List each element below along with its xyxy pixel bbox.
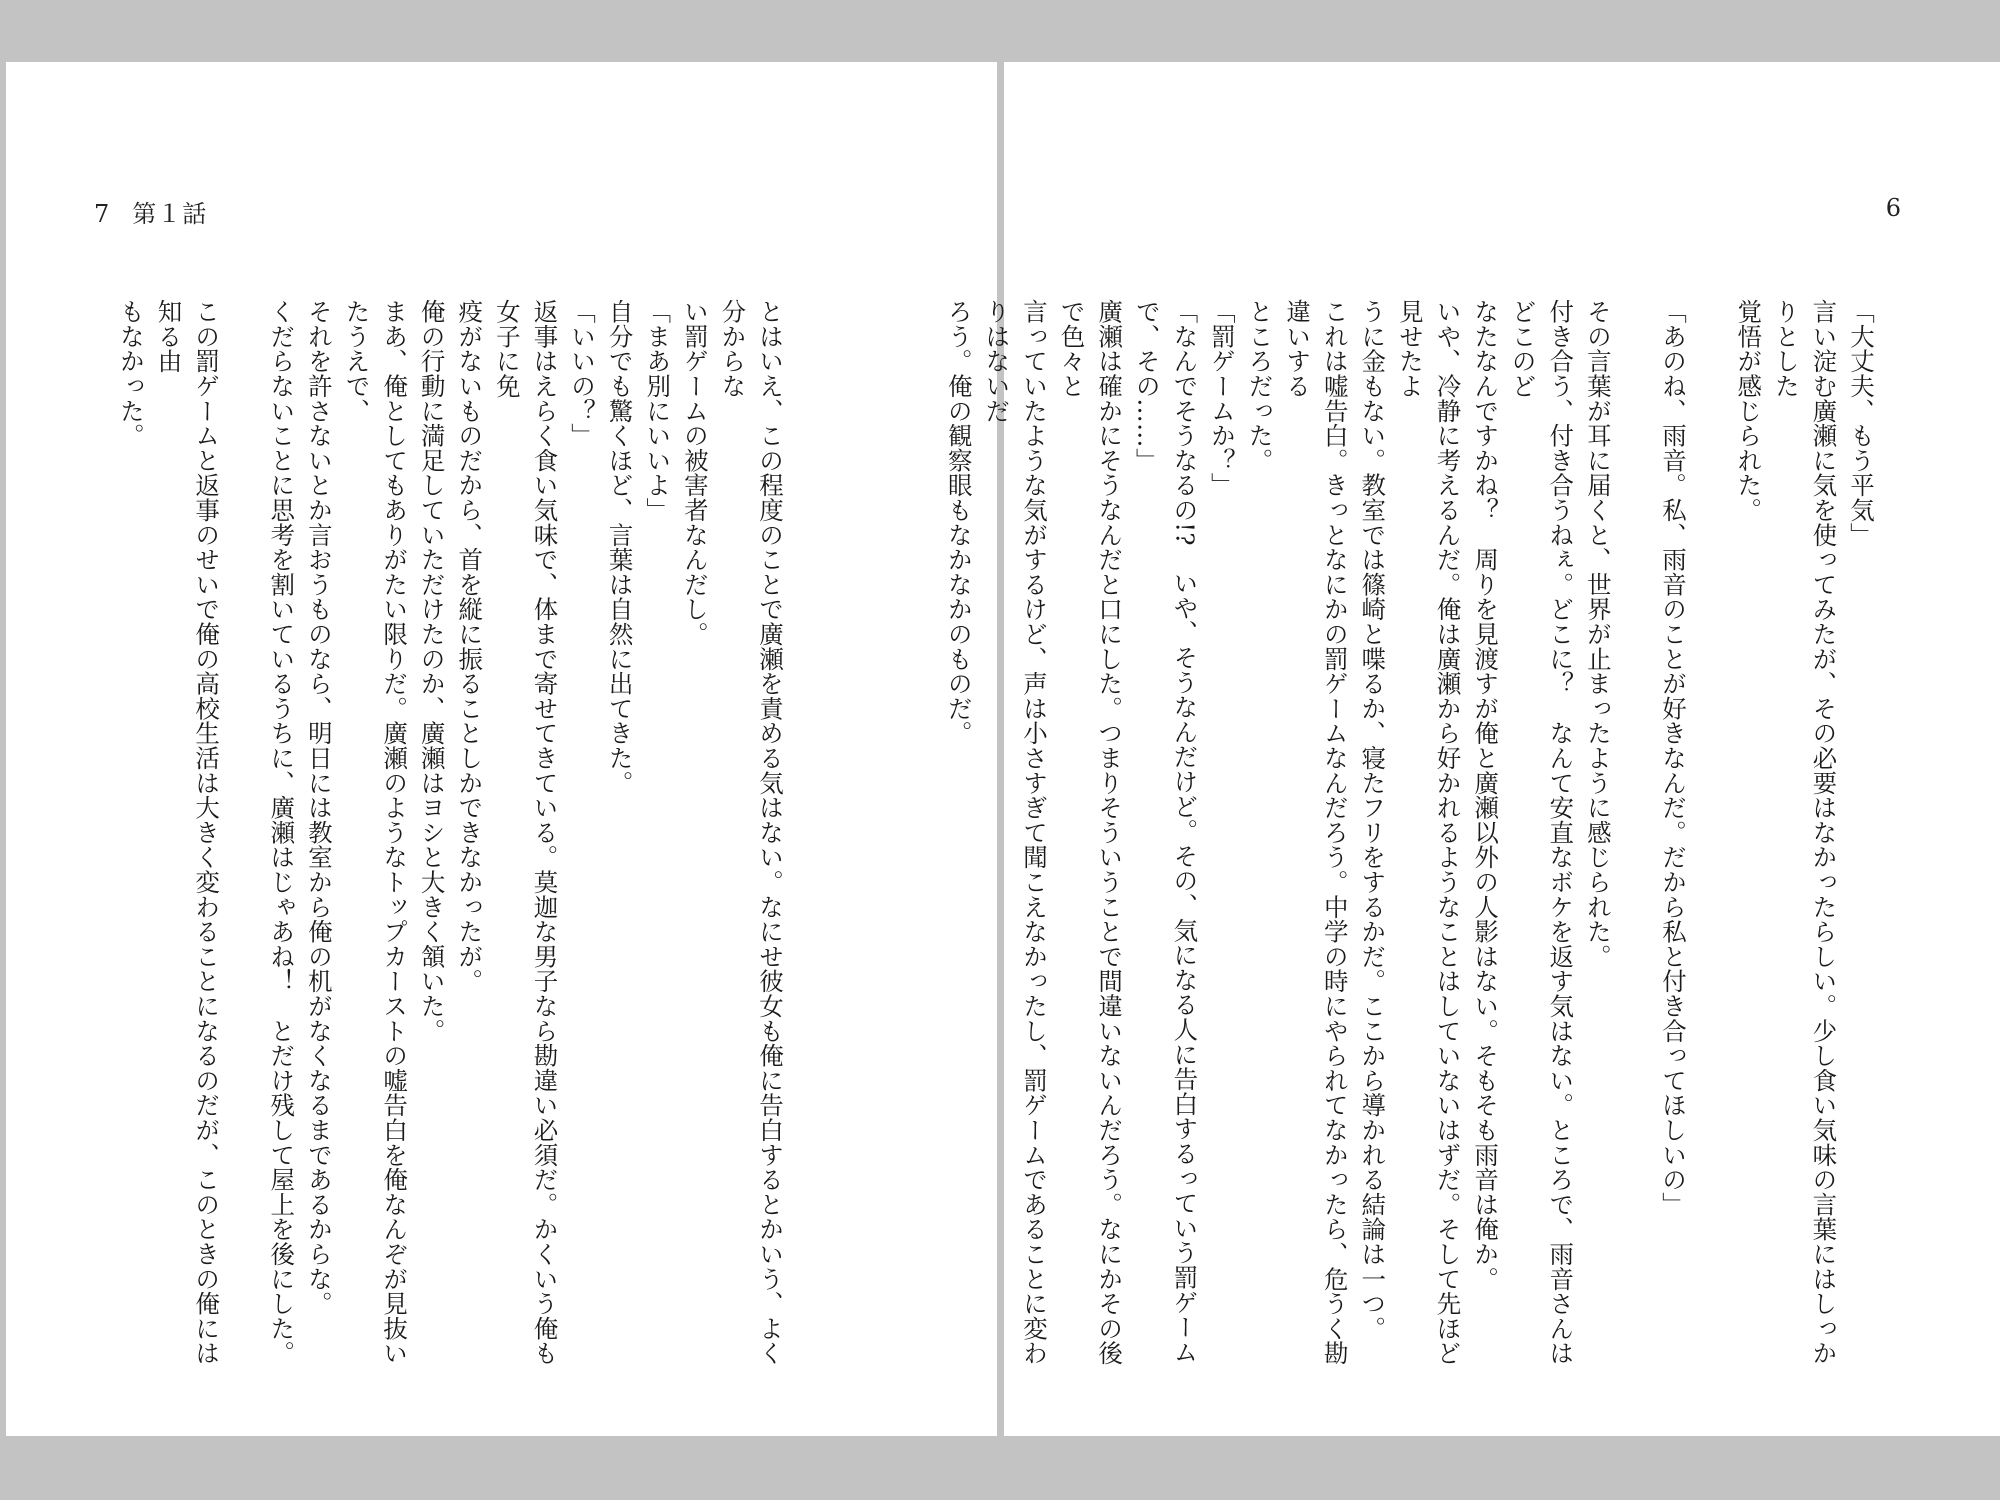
text-line: 「いいの？」	[568, 299, 598, 448]
text-line: 「罰ゲームか？」	[1207, 299, 1237, 498]
text-line: 返事はえらく食い気味で、体まで寄せてきている。莫迦な男子なら勘違い必須だ。かくいう俺も女子に免	[492, 299, 560, 1366]
text-line: 言い淀む廣瀬に気を使ってみたが、その必要はなかったらしい。少し食い気味の言葉にはしっかりとした	[1771, 299, 1839, 1366]
text-line: それを許さないとか言おうものなら、明日には教室から俺の机がなくなるまであるからな。	[304, 299, 334, 1316]
body-text	[944, 299, 1880, 1374]
text-line: 覚悟が感じられた。	[1734, 299, 1764, 523]
text-line: くだらないことに思考を割いているうちに、廣瀬はじゃあね！ とだけ残して屋上を後にした。	[267, 299, 297, 1366]
page-number: 7	[94, 200, 111, 228]
text-line: ところだった。	[1245, 299, 1275, 473]
text-line: ろう。俺の観察眼もなかなかのものだ。	[944, 299, 974, 746]
right-page	[944, 62, 2000, 1436]
text-line: いや、冷静に考えるんだ。俺は廣瀬から好かれるようなことはしていないはずだ。そして先ほど見せたよ	[1395, 299, 1463, 1366]
text-line: 廣瀬は確かにそうなんだと口にした。つまりそういうことで間違いないんだろう。なにかその後で色々と	[1057, 299, 1125, 1366]
text-line: 付き合う、付き合うねぇ。どこに？ なんて安直なボケを返す気はない。ところで、雨音さんはどこのど	[1508, 299, 1576, 1366]
text-line: 「まあ別にいいよ」	[643, 299, 673, 523]
text-line: 自分でも驚くほど、言葉は自然に出てきた。	[605, 299, 635, 795]
page-header	[94, 194, 207, 229]
text-line: うに金もない。教室では篠崎と喋るか、寝たフリをするかだ。ここから導かれる結論は一つ。	[1358, 299, 1388, 1341]
text-line: この罰ゲームと返事のせいで俺の高校生活は大きく変わることになるのだが、このときの俺には知る由	[154, 299, 222, 1366]
text-line: もなかった。	[116, 299, 146, 448]
text-line: とはいえ、この程度のことで廣瀬を責める気はない。なにせ彼女も俺に告白するとかいう、よく分からな	[718, 299, 785, 1366]
text-line: 「大丈夫、もう平気」	[1847, 299, 1876, 547]
page-header	[1886, 194, 1902, 222]
text-line: まあ、俺としてもありがたい限りだ。廣瀬のようなトップカーストの嘘告白を俺なんぞが見抜いたうえで、	[342, 299, 410, 1366]
text-line: 「なんでそうなるの!? いや、そうなんだけど。その、気になる人に告白するっていう罰ゲームで、その……」	[1132, 299, 1200, 1365]
text-line: なたなんですかね？ 周りを見渡すが俺と廣瀬以外の人影はない。そもそも雨音は俺か。	[1471, 299, 1501, 1291]
page-number: 6	[1885, 194, 1902, 222]
body-text	[116, 299, 789, 1374]
text-line: い罰ゲームの被害者なんだし。	[680, 299, 710, 647]
text-line: これは嘘告白。きっとなにかの罰ゲームなんだろう。中学の時にやられてなかったら、危うく勘違いする	[1283, 299, 1350, 1366]
text-line: その言葉が耳に届くと、世界が止まったように感じられた。	[1583, 299, 1613, 969]
chapter-title: 第１話	[132, 200, 208, 228]
left-page	[6, 62, 997, 1436]
text-line: 疫がないものだから、首を縦に振ることしかできなかったが。	[455, 299, 485, 994]
text-line: 「あのね、雨音。私、雨音のことが好きなんだ。だから私と付き合ってほしいの」	[1659, 299, 1689, 1217]
text-line: 俺の行動に満足していただけたのか、廣瀬はヨシと大きく頷いた。	[417, 299, 447, 1043]
text-line: 言っていたような気がするけど、声は小さすぎて聞こえなかったし、罰ゲームであることに変わりはないだ	[982, 299, 1049, 1366]
